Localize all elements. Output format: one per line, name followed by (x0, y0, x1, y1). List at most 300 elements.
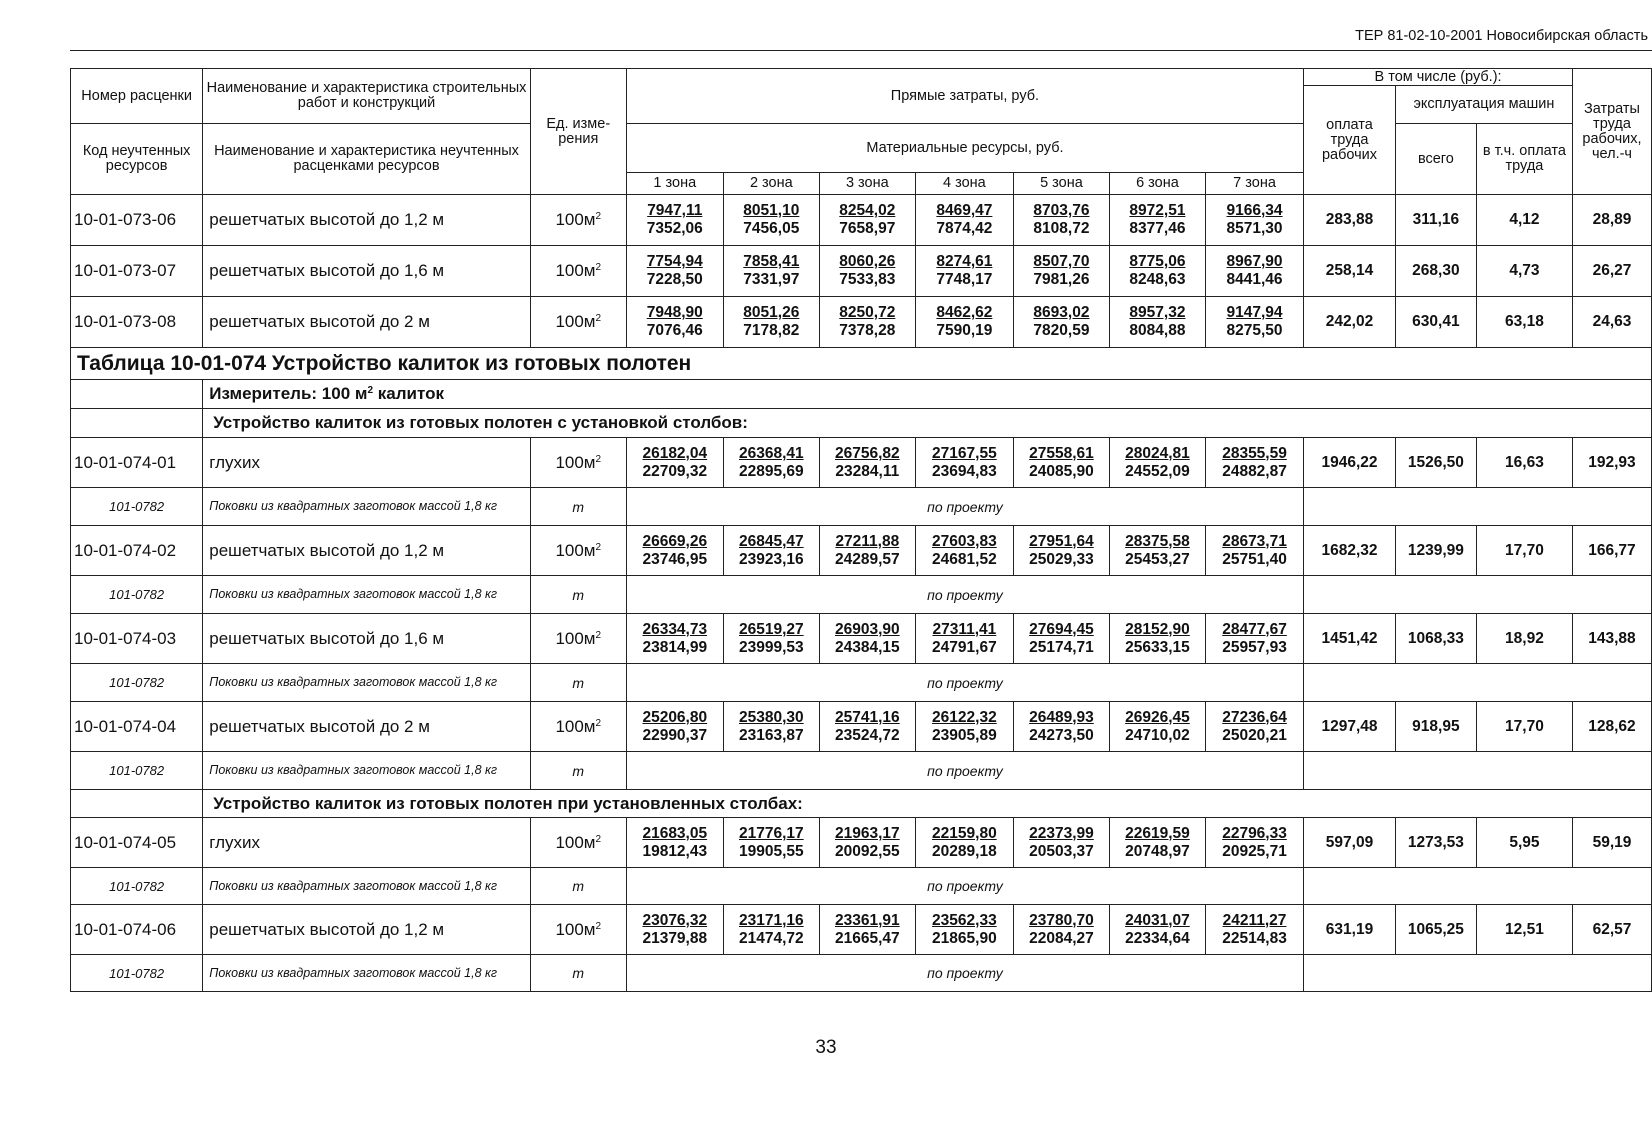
material-cost: 7981,26 (1033, 271, 1090, 288)
zone-price-cell (723, 297, 819, 348)
labor-pay-value: 283,88 (1304, 195, 1396, 246)
total-cost: 8972,51 (1129, 202, 1186, 219)
unit-cell (530, 246, 626, 297)
header-machine-total: всего (1395, 124, 1476, 195)
header-zone: 1 зона (626, 173, 723, 195)
resource-empty (1304, 955, 1652, 992)
rate-code: 10-01-074-06 (71, 905, 203, 955)
table-title-row (71, 348, 1652, 380)
resource-name: Поковки из квадратных заготовок массой 1,8 кг (203, 752, 530, 790)
total-cost: 26519,27 (738, 620, 804, 638)
zone-price-cell (723, 246, 819, 297)
table-title: Таблица 10-01-074 Устройство калиток из готовых полотен (71, 348, 1652, 380)
material-cost: 25751,40 (1222, 550, 1287, 568)
unit-cell (530, 614, 626, 664)
total-cost: 8060,26 (839, 253, 896, 270)
total-cost: 9147,94 (1226, 304, 1283, 321)
material-cost: 24882,87 (1222, 462, 1287, 480)
rate-row (71, 438, 1652, 488)
rate-code: 10-01-074-03 (71, 614, 203, 664)
zone-price-cell (1109, 297, 1205, 348)
resource-code: 101-0782 (71, 488, 203, 526)
zone-price-cell (819, 526, 915, 576)
total-cost: 28355,59 (1222, 444, 1287, 462)
material-cost: 22334,64 (1125, 929, 1190, 947)
section-empty (71, 790, 203, 818)
labor-costs-value: 59,19 (1572, 818, 1651, 868)
zone-price-cell (1109, 702, 1205, 752)
zone-price-cell (915, 438, 1013, 488)
zone-price-cell (1205, 438, 1303, 488)
section-row (71, 409, 1652, 438)
resource-empty (1304, 664, 1652, 702)
total-cost: 28673,71 (1222, 532, 1287, 550)
zone-price-cell (626, 614, 723, 664)
unit-base: 100м (555, 540, 596, 560)
total-cost: 24031,07 (1125, 911, 1190, 929)
material-cost: 7533,83 (839, 271, 896, 288)
total-cost: 22159,80 (932, 824, 997, 842)
material-cost: 25029,33 (1029, 550, 1094, 568)
total-cost: 27951,64 (1029, 532, 1094, 550)
resource-row (71, 752, 1652, 790)
total-cost: 8254,02 (839, 202, 896, 219)
resource-note: по проекту (626, 488, 1303, 526)
rate-name: решетчатых высотой до 2 м (203, 297, 530, 348)
section-empty (71, 409, 203, 438)
total-cost: 7754,94 (646, 253, 703, 270)
total-cost: 26334,73 (642, 620, 708, 638)
material-cost: 24289,57 (834, 550, 900, 568)
total-cost: 28477,67 (1222, 620, 1287, 638)
zone-price-cell (1205, 818, 1303, 868)
zone-price-cell (819, 246, 915, 297)
header-zone: 2 зона (723, 173, 819, 195)
total-cost: 27311,41 (932, 620, 997, 638)
rate-name: решетчатых высотой до 1,2 м (203, 195, 530, 246)
material-cost: 7874,42 (936, 220, 993, 237)
zone-price-cell (819, 195, 915, 246)
zone-price-cell (626, 246, 723, 297)
header-divider (70, 50, 1652, 51)
zone-price-cell (1205, 195, 1303, 246)
zone-price-cell (819, 905, 915, 955)
rates-table (70, 68, 1652, 992)
unit-exponent: 2 (595, 629, 602, 641)
total-cost: 24211,27 (1222, 911, 1287, 929)
material-cost: 23694,83 (932, 462, 997, 480)
total-cost: 28024,81 (1125, 444, 1190, 462)
material-cost: 22895,69 (738, 462, 804, 480)
material-cost: 23284,11 (835, 462, 900, 480)
rate-code: 10-01-073-06 (71, 195, 203, 246)
resource-row (71, 488, 1652, 526)
zone-price-cell (915, 818, 1013, 868)
zone-price-cell (723, 702, 819, 752)
resource-empty (1304, 752, 1652, 790)
machine-labor-value: 18,92 (1476, 614, 1572, 664)
resource-empty (1304, 576, 1652, 614)
total-cost: 8957,32 (1129, 304, 1186, 321)
total-cost: 27167,55 (932, 444, 997, 462)
machine-labor-value: 63,18 (1476, 297, 1572, 348)
total-cost: 22373,99 (1029, 824, 1094, 842)
zone-price-cell (819, 818, 915, 868)
material-cost: 25020,21 (1222, 726, 1287, 744)
labor-costs-value: 26,27 (1572, 246, 1651, 297)
page-header: ТЕР 81-02-10-2001 Новосибирская область (1355, 28, 1648, 44)
rate-name: решетчатых высотой до 1,6 м (203, 246, 530, 297)
unit-base: 100м (555, 210, 596, 229)
header-resource-code: Код неучтенных ресурсов (71, 124, 203, 195)
total-cost: 26756,82 (834, 444, 900, 462)
header-materials: Материальные ресурсы, руб. (626, 124, 1303, 173)
total-cost: 7948,90 (646, 304, 703, 321)
material-cost: 20748,97 (1125, 842, 1190, 860)
unit-exponent: 2 (595, 717, 602, 729)
material-cost: 20925,71 (1222, 842, 1287, 860)
material-cost: 21379,88 (642, 929, 708, 947)
zone-price-cell (626, 297, 723, 348)
material-cost: 20092,55 (834, 842, 900, 860)
total-cost: 23076,32 (642, 911, 708, 929)
zone-price-cell (1109, 818, 1205, 868)
rate-row (71, 905, 1652, 955)
unit-base: 100м (555, 452, 596, 472)
zone-price-cell (915, 702, 1013, 752)
resource-name: Поковки из квадратных заготовок массой 1,8 кг (203, 868, 530, 905)
zone-price-cell (723, 195, 819, 246)
total-cost: 8469,47 (936, 202, 993, 219)
material-cost: 24085,90 (1029, 462, 1094, 480)
zone-price-cell (1013, 297, 1109, 348)
zone-price-cell (1205, 905, 1303, 955)
resource-code: 101-0782 (71, 955, 203, 992)
resource-unit: т (530, 664, 626, 702)
unit-exponent: 2 (595, 833, 602, 845)
unit-exponent: 2 (595, 313, 602, 324)
material-cost: 22990,37 (642, 726, 708, 744)
resource-empty (1304, 868, 1652, 905)
zone-price-cell (915, 195, 1013, 246)
material-cost: 21665,47 (834, 929, 900, 947)
zone-price-cell (915, 614, 1013, 664)
unit-cell (530, 702, 626, 752)
material-cost: 25453,27 (1125, 550, 1190, 568)
rate-name: решетчатых высотой до 1,2 м (203, 526, 530, 576)
resource-unit: т (530, 868, 626, 905)
material-cost: 7178,82 (743, 322, 800, 339)
unit-base: 100м (555, 716, 596, 736)
machine-labor-value: 4,73 (1476, 246, 1572, 297)
zone-price-cell (1013, 438, 1109, 488)
page-number: 33 (815, 1037, 837, 1058)
material-cost: 23814,99 (642, 638, 708, 656)
resource-note: по проекту (626, 576, 1303, 614)
material-cost: 8275,50 (1226, 322, 1283, 339)
resource-unit: т (530, 488, 626, 526)
machine-total-value: 1068,33 (1395, 614, 1476, 664)
unit-cell (530, 297, 626, 348)
machine-labor-value: 16,63 (1476, 438, 1572, 488)
labor-pay-value: 1451,42 (1304, 614, 1396, 664)
material-cost: 8377,46 (1129, 220, 1186, 237)
total-cost: 8507,70 (1033, 253, 1090, 270)
labor-costs-value: 28,89 (1572, 195, 1651, 246)
material-cost: 24552,09 (1125, 462, 1190, 480)
rate-row (71, 614, 1652, 664)
machine-total-value: 1273,53 (1395, 818, 1476, 868)
total-cost: 27558,61 (1029, 444, 1094, 462)
resource-unit: т (530, 955, 626, 992)
machine-total-value: 630,41 (1395, 297, 1476, 348)
resource-name: Поковки из квадратных заготовок массой 1,8 кг (203, 955, 530, 992)
header-machine-operation: эксплуатация машин (1395, 86, 1572, 124)
unit-base: 100м (555, 261, 596, 280)
zone-price-cell (723, 905, 819, 955)
zone-price-cell (1109, 246, 1205, 297)
machine-total-value: 1239,99 (1395, 526, 1476, 576)
resource-code: 101-0782 (71, 868, 203, 905)
rate-code: 10-01-073-08 (71, 297, 203, 348)
labor-costs-value: 192,93 (1572, 438, 1651, 488)
labor-pay-value: 1946,22 (1304, 438, 1396, 488)
unit-exponent: 2 (595, 453, 602, 465)
zone-price-cell (1205, 614, 1303, 664)
rate-row (71, 195, 1652, 246)
resource-unit: т (530, 576, 626, 614)
measure-suffix: калиток (373, 384, 444, 403)
measure-row (71, 380, 1652, 409)
labor-costs-value: 62,57 (1572, 905, 1651, 955)
measure-prefix: Измеритель: 100 м (209, 384, 368, 403)
labor-costs-value: 24,63 (1572, 297, 1651, 348)
material-cost: 7658,97 (839, 220, 896, 237)
total-cost: 8462,62 (936, 304, 993, 321)
rate-code: 10-01-074-05 (71, 818, 203, 868)
zone-price-cell (1013, 905, 1109, 955)
section-title: Устройство калиток из готовых полотен с установкой столбов: (203, 409, 1652, 438)
material-cost: 24710,02 (1125, 726, 1190, 744)
total-cost: 23171,16 (738, 911, 804, 929)
rate-row (71, 526, 1652, 576)
material-cost: 8248,63 (1129, 271, 1186, 288)
zone-price-cell (723, 614, 819, 664)
machine-labor-value: 4,12 (1476, 195, 1572, 246)
material-cost: 24273,50 (1029, 726, 1094, 744)
unit-exponent: 2 (595, 262, 602, 273)
zone-price-cell (723, 438, 819, 488)
zone-price-cell (915, 246, 1013, 297)
zone-price-cell (1205, 702, 1303, 752)
labor-pay-value: 1682,32 (1304, 526, 1396, 576)
header-including: В том числе (руб.): (1304, 69, 1573, 86)
rate-code: 10-01-074-01 (71, 438, 203, 488)
header-rate-number: Номер расценки (71, 69, 203, 124)
labor-pay-value: 242,02 (1304, 297, 1396, 348)
rate-row (71, 246, 1652, 297)
header-resource-name: Наименование и характеристика неучтенных расценками ресурсов (203, 124, 530, 195)
total-cost: 26489,93 (1029, 708, 1094, 726)
total-cost: 21963,17 (834, 824, 900, 842)
total-cost: 27694,45 (1029, 620, 1094, 638)
machine-total-value: 1526,50 (1395, 438, 1476, 488)
zone-price-cell (1013, 246, 1109, 297)
total-cost: 26926,45 (1125, 708, 1190, 726)
total-cost: 26669,26 (642, 532, 708, 550)
unit-cell (530, 818, 626, 868)
resource-row (71, 664, 1652, 702)
rate-name: решетчатых высотой до 2 м (203, 702, 530, 752)
resource-note: по проекту (626, 752, 1303, 790)
total-cost: 9166,34 (1226, 202, 1283, 219)
material-cost: 24384,15 (834, 638, 900, 656)
zone-price-cell (626, 818, 723, 868)
zone-price-cell (626, 438, 723, 488)
zone-price-cell (1013, 614, 1109, 664)
material-cost: 7331,97 (743, 271, 800, 288)
material-cost: 23905,89 (932, 726, 997, 744)
total-cost: 26182,04 (642, 444, 708, 462)
total-cost: 7858,41 (743, 253, 800, 270)
total-cost: 27603,83 (932, 532, 997, 550)
material-cost: 19905,55 (738, 842, 804, 860)
zone-price-cell (1013, 818, 1109, 868)
material-cost: 7076,46 (646, 322, 703, 339)
zone-price-cell (1205, 297, 1303, 348)
material-cost: 20289,18 (932, 842, 997, 860)
resource-note: по проекту (626, 955, 1303, 992)
machine-labor-value: 12,51 (1476, 905, 1572, 955)
resource-code: 101-0782 (71, 576, 203, 614)
material-cost: 7820,59 (1033, 322, 1090, 339)
unit-base: 100м (555, 832, 596, 852)
total-cost: 22796,33 (1222, 824, 1287, 842)
rate-code: 10-01-073-07 (71, 246, 203, 297)
zone-price-cell (1109, 614, 1205, 664)
header-machine-labor: в т.ч. оплата труда (1476, 124, 1572, 195)
material-cost: 8108,72 (1033, 220, 1090, 237)
machine-total-value: 1065,25 (1395, 905, 1476, 955)
total-cost: 21683,05 (642, 824, 708, 842)
total-cost: 8967,90 (1226, 253, 1283, 270)
total-cost: 22619,59 (1125, 824, 1190, 842)
material-cost: 23746,95 (642, 550, 708, 568)
labor-costs-value: 128,62 (1572, 702, 1651, 752)
zone-price-cell (1109, 526, 1205, 576)
material-cost: 8441,46 (1226, 271, 1283, 288)
material-cost: 7456,05 (743, 220, 800, 237)
rate-name: глухих (203, 818, 530, 868)
material-cost: 8084,88 (1129, 322, 1186, 339)
machine-total-value: 918,95 (1395, 702, 1476, 752)
material-cost: 25633,15 (1125, 638, 1190, 656)
unit-cell (530, 195, 626, 246)
labor-pay-value: 597,09 (1304, 818, 1396, 868)
material-cost: 20503,37 (1029, 842, 1094, 860)
header-zone: 7 зона (1205, 173, 1303, 195)
material-cost: 7228,50 (646, 271, 703, 288)
total-cost: 8250,72 (839, 304, 896, 321)
zone-price-cell (1109, 195, 1205, 246)
zone-price-cell (819, 702, 915, 752)
total-cost: 25380,30 (738, 708, 804, 726)
total-cost: 27236,64 (1222, 708, 1287, 726)
total-cost: 28152,90 (1125, 620, 1190, 638)
zone-price-cell (1013, 702, 1109, 752)
resource-row (71, 955, 1652, 992)
unit-cell (530, 526, 626, 576)
resource-unit: т (530, 752, 626, 790)
machine-total-value: 268,30 (1395, 246, 1476, 297)
rate-name: решетчатых высотой до 1,6 м (203, 614, 530, 664)
machine-labor-value: 5,95 (1476, 818, 1572, 868)
resource-note: по проекту (626, 868, 1303, 905)
measure-exponent: 2 (367, 385, 374, 396)
material-cost: 23923,16 (738, 550, 804, 568)
zone-price-cell (626, 905, 723, 955)
zone-price-cell (819, 438, 915, 488)
header-work-name: Наименование и характеристика строительных работ и конструкций (203, 69, 530, 124)
total-cost: 8775,06 (1129, 253, 1186, 270)
header-zone: 3 зона (819, 173, 915, 195)
total-cost: 8051,26 (743, 304, 800, 321)
section-title: Устройство калиток из готовых полотен при установленных столбах: (203, 790, 1652, 818)
header-zone: 4 зона (915, 173, 1013, 195)
total-cost: 28375,58 (1125, 532, 1190, 550)
resource-empty (1304, 488, 1652, 526)
material-cost: 24791,67 (932, 638, 997, 656)
total-cost: 8051,10 (743, 202, 800, 219)
unit-base: 100м (555, 919, 596, 939)
header-zone: 6 зона (1109, 173, 1205, 195)
total-cost: 23780,70 (1029, 911, 1094, 929)
rate-code: 10-01-074-04 (71, 702, 203, 752)
zone-price-cell (819, 614, 915, 664)
total-cost: 26122,32 (932, 708, 997, 726)
unit-cell (530, 905, 626, 955)
total-cost: 8274,61 (936, 253, 993, 270)
total-cost: 7947,11 (647, 202, 703, 219)
total-cost: 26903,90 (834, 620, 900, 638)
material-cost: 25174,71 (1029, 638, 1094, 656)
rate-row (71, 297, 1652, 348)
material-cost: 7352,06 (646, 220, 703, 237)
material-cost: 8571,30 (1226, 220, 1283, 237)
resource-name: Поковки из квадратных заготовок массой 1,8 кг (203, 576, 530, 614)
zone-price-cell (626, 195, 723, 246)
rate-code: 10-01-074-02 (71, 526, 203, 576)
unit-base: 100м (555, 312, 596, 331)
resource-name: Поковки из квадратных заготовок массой 1,8 кг (203, 664, 530, 702)
zone-price-cell (1205, 526, 1303, 576)
material-cost: 7378,28 (839, 322, 896, 339)
material-cost: 7590,19 (936, 322, 993, 339)
resource-note: по проекту (626, 664, 1303, 702)
material-cost: 23163,87 (738, 726, 804, 744)
labor-costs-value: 143,88 (1572, 614, 1651, 664)
material-cost: 21474,72 (738, 929, 804, 947)
resource-code: 101-0782 (71, 664, 203, 702)
labor-pay-value: 631,19 (1304, 905, 1396, 955)
material-cost: 24681,52 (932, 550, 997, 568)
material-cost: 21865,90 (932, 929, 997, 947)
zone-price-cell (1109, 438, 1205, 488)
unit-exponent: 2 (595, 920, 602, 932)
total-cost: 26368,41 (738, 444, 804, 462)
zone-price-cell (1109, 905, 1205, 955)
zone-price-cell (626, 526, 723, 576)
